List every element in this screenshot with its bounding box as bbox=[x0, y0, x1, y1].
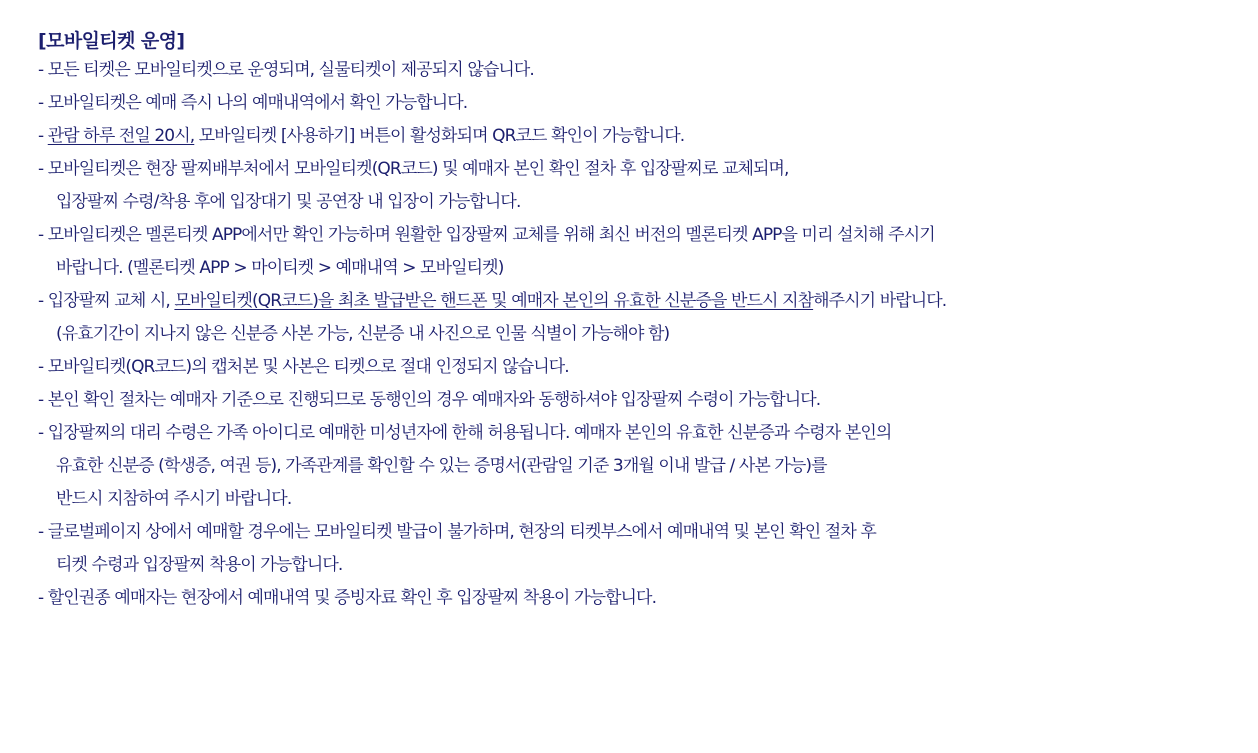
notice-line-11: - 본인 확인 절차는 예매자 기준으로 진행되므로 동행인의 경우 예매자와 동행하셔야 입장팔찌 수령이 가능합니다. bbox=[38, 390, 821, 410]
notice-line-7: 바랍니다. (멜론티켓 APP > 마이티켓 > 예매내역 > 모바일티켓) bbox=[56, 258, 504, 278]
notice-line-3-prefix: - bbox=[38, 126, 48, 146]
notice-line-16: 티켓 수령과 입장팔찌 착용이 가능합니다. bbox=[56, 555, 343, 575]
notice-line-10: - 모바일티켓(QR코드)의 캡처본 및 사본은 티켓으로 절대 인정되지 않습니다. bbox=[38, 357, 569, 377]
notice-line-2: - 모바일티켓은 예매 즉시 나의 예매내역에서 확인 가능합니다. bbox=[38, 93, 468, 113]
notice-line-3-underlined: 관람 하루 전일 20시, bbox=[47, 126, 195, 146]
notice-line-14: 반드시 지참하여 주시기 바랍니다. bbox=[56, 489, 292, 509]
notice-title: [모바일티켓 운영] bbox=[38, 30, 185, 52]
notice-line-8-rest: 해주시기 바랍니다. bbox=[813, 291, 947, 311]
notice-line-3 bbox=[38, 125, 1258, 158]
notice-line-6: - 모바일티켓은 멜론티켓 APP에서만 확인 가능하며 원활한 입장팔찌 교체를 위해 최신 버전의 멜론티켓 APP을 미리 설치해 주시기 bbox=[38, 225, 935, 245]
notice-line-13: 유효한 신분증 (학생증, 여권 등), 가족관계를 확인할 수 있는 증명서(관람일 기준 3개월 이내 발급 / 사본 가능)를 bbox=[56, 456, 827, 476]
notice-line-5: 입장팔찌 수령/착용 후에 입장대기 및 공연장 내 입장이 가능합니다. bbox=[56, 192, 521, 212]
notice-line-4: - 모바일티켓은 현장 팔찌배부처에서 모바일티켓(QR코드) 및 예매자 본인 확인 절차 후 입장팔찌로 교체되며, bbox=[38, 159, 789, 179]
notice-line-1: - 모든 티켓은 모바일티켓으로 운영되며, 실물티켓이 제공되지 않습니다. bbox=[38, 60, 534, 80]
notice-line-8 bbox=[38, 290, 1258, 323]
notice-line-8-prefix: - 입장팔찌 교체 시, bbox=[38, 291, 175, 311]
notice-line-9: (유효기간이 지나지 않은 신분증 사본 가능, 신분증 내 사진으로 인물 식별이 가능해야 함) bbox=[56, 324, 670, 344]
notice-line-15: - 글로벌페이지 상에서 예매할 경우에는 모바일티켓 발급이 불가하며, 현장의 티켓부스에서 예매내역 및 본인 확인 절차 후 bbox=[38, 522, 876, 542]
notice-line-12: - 입장팔찌의 대리 수령은 가족 아이디로 예매한 미성년자에 한해 허용됩니다. 예매자 본인의 유효한 신분증과 수령자 본인의 bbox=[38, 423, 892, 443]
notice-line-8-underlined: 모바일티켓(QR코드)을 최초 발급받은 핸드폰 및 예매자 본인의 유효한 신분증을 반드시 지참 bbox=[174, 291, 814, 311]
notice-line-17: - 할인권종 예매자는 현장에서 예매내역 및 증빙자료 확인 후 입장팔찌 착용이 가능합니다. bbox=[38, 588, 657, 608]
notice-line-3-rest: 모바일티켓 [사용하기] 버튼이 활성화되며 QR코드 확인이 가능합니다. bbox=[194, 126, 685, 146]
